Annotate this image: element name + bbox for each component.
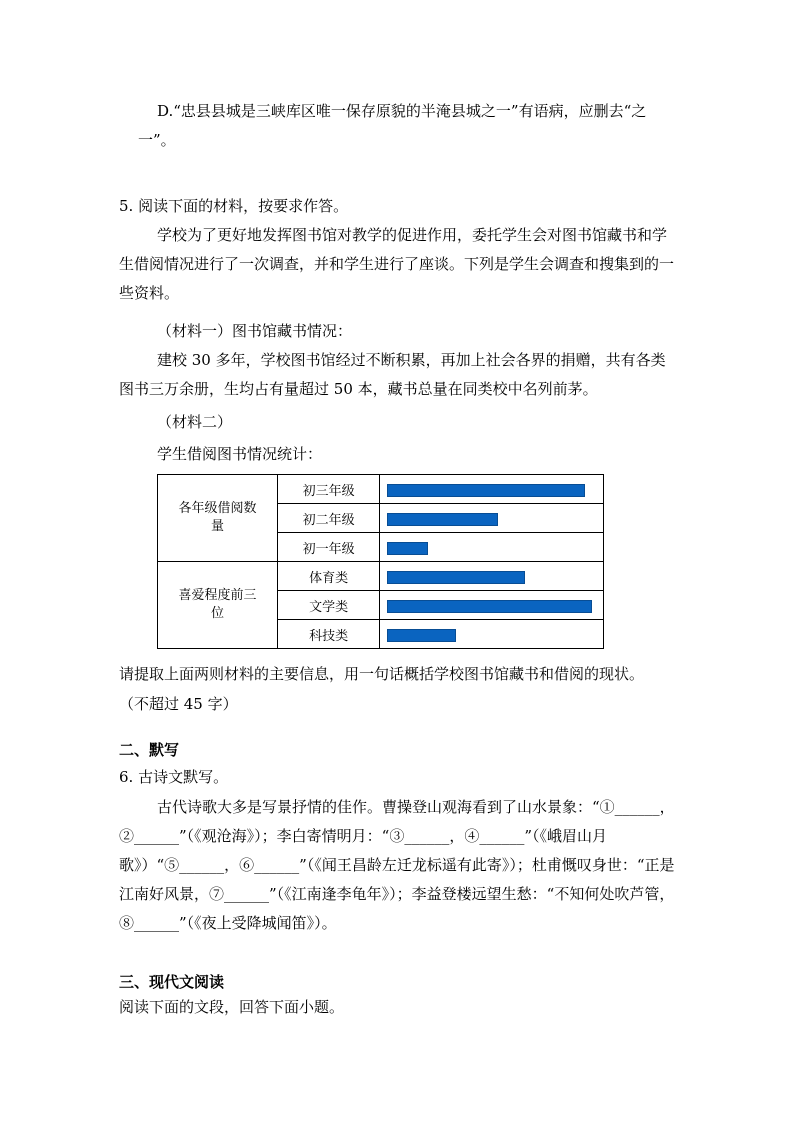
bar <box>387 513 498 526</box>
group-label: 喜爱程度前三位 <box>158 562 278 649</box>
table-row <box>158 475 604 504</box>
q5-prompt: 请提取上面两则材料的主要信息，用一句话概括学校图书馆藏书和借阅的现状。 <box>119 665 645 683</box>
bar-cell <box>380 562 604 591</box>
bar-cell <box>380 504 604 533</box>
option-d-line2: 一”。 <box>138 131 176 149</box>
category-label: 初二年级 <box>278 504 380 533</box>
table-row <box>158 562 604 591</box>
bar-cell <box>380 533 604 562</box>
stats-title: 学生借阅图书情况统计： <box>157 445 323 463</box>
section3-text: 阅读下面的文段，回答下面小题。 <box>119 998 345 1016</box>
material1-title: （材料一）图书馆藏书情况： <box>157 322 353 340</box>
bar <box>387 484 585 497</box>
q5-intro: 学校为了更好地发挥图书馆对教学的促进作用，委托学生会对图书馆藏书和学生借阅情况进行了一次调查，并和学生进行了座谈。下列是学生会调查和搜集到的一些资料。 <box>119 226 675 302</box>
q6-title: 6. 古诗文默写。 <box>119 768 229 786</box>
category-label: 初一年级 <box>278 533 380 562</box>
borrowing-stats-table <box>157 474 604 649</box>
section2-heading: 二、默写 <box>119 741 180 759</box>
category-label: 体育类 <box>278 562 380 591</box>
section3-heading: 三、现代文阅读 <box>119 973 225 991</box>
material2-title: （材料二） <box>157 413 233 431</box>
q5-title: 5. 阅读下面的材料，按要求作答。 <box>119 197 349 215</box>
bar <box>387 571 525 584</box>
bar-cell <box>380 620 604 649</box>
bar <box>387 629 456 642</box>
q5-limit: （不超过 45 字） <box>119 695 238 713</box>
bar <box>387 542 428 555</box>
group-label: 各年级借阅数量 <box>158 475 278 562</box>
q6-text: 古代诗歌大多是写景抒情的佳作。曹操登山观海看到了山水景象：“①______，②______”（《观沧海》）；李白寄情明月：“③______，④______”（《峨眉山月歌》）“⑤______，⑥______”（《闻王昌龄左迁龙标遥有此寄》）；杜甫慨叹身世：“正是江南好风景，⑦______”（《江南逢李龟年》）；李益登楼远望生愁：“不知何处吹芦管，⑧______”（《夜上受降城闻笛》）。 <box>119 798 675 932</box>
option-d-line1: D.“忠县县城是三峡库区唯一保存原貌的半淹县城之一”有语病，应删去“之 <box>157 102 647 120</box>
category-label: 科技类 <box>278 620 380 649</box>
bar-cell <box>380 591 604 620</box>
category-label: 文学类 <box>278 591 380 620</box>
bar-cell <box>380 475 604 504</box>
material1-text: 建校 30 多年，学校图书馆经过不断积累，再加上社会各界的捐赠，共有各类图书三万余册，生均占有量超过 50 本，藏书总量在同类校中名列前茅。 <box>119 351 666 398</box>
bar <box>387 600 592 613</box>
category-label: 初三年级 <box>278 475 380 504</box>
